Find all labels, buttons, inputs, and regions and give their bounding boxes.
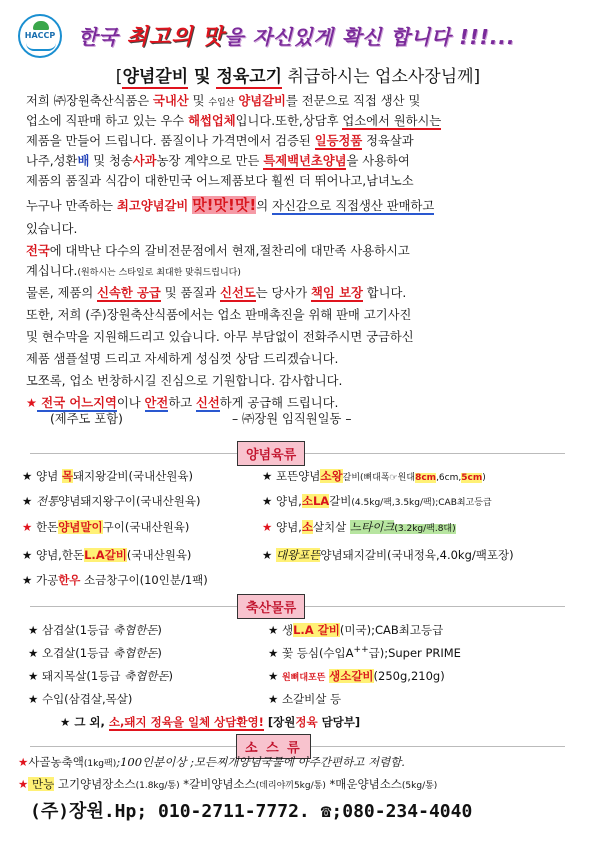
- text: 가공: [32, 573, 59, 587]
- wave-icon: [26, 43, 56, 51]
- star-icon: ★: [18, 777, 29, 791]
- text: 을 사용하여: [346, 154, 410, 168]
- star-icon: ★: [22, 520, 33, 534]
- text: 저희 ㈜장원축산식품은: [26, 94, 154, 108]
- text: (1kg팩): [83, 759, 117, 769]
- body-line: [26, 114, 571, 128]
- list-item: [262, 547, 514, 563]
- text: 8cm: [415, 473, 437, 483]
- list-item: [268, 622, 443, 638]
- text: (4.5kg/팩,3.5kg/팩);CAB최고등급: [351, 498, 492, 508]
- text: (3.2kg/팩.8대): [394, 524, 456, 534]
- text: 양념,: [272, 520, 302, 534]
- text: (5kg/통): [401, 781, 438, 791]
- body-line: [26, 94, 571, 110]
- signature: – ㈜장원 임직원일동 –: [232, 412, 352, 426]
- text: ;100인분이상 ;모든찌개양념국물에 아주간편하고 저렴함.: [116, 755, 405, 769]
- text: 신속한 공급: [97, 286, 161, 300]
- headline-part: 을 자신있게 확신 합니다 !!!...: [224, 25, 516, 49]
- headline-part: 최고의: [126, 25, 194, 50]
- headline-part: 한국: [78, 25, 127, 49]
- star-icon: ★: [28, 623, 39, 637]
- star-icon: ★: [262, 520, 273, 534]
- text: 안전: [144, 396, 169, 410]
- text: (원하시는 스타일로 최대한 맞춰드립니다): [77, 268, 241, 278]
- star-icon: ★: [262, 469, 273, 483]
- star-icon: ★: [28, 669, 39, 683]
- text: 사과: [132, 154, 157, 168]
- text: 꽃 등심(수입A: [278, 646, 354, 660]
- text: 최고양념갈비: [116, 199, 189, 213]
- title-part: 정육고기: [216, 67, 283, 87]
- list-item: [262, 519, 456, 535]
- text: 소,돼지 정육을 일체 상담환영!: [108, 715, 264, 729]
- page-title: [58, 62, 538, 87]
- text: (국내산원육): [126, 548, 192, 562]
- logo-text: HACCP: [24, 31, 56, 40]
- text: 를 전문으로 직접 생산 및: [285, 94, 421, 108]
- text: 포뜬양념: [272, 469, 321, 483]
- text: 하게 공급해 드립니다.: [219, 396, 339, 410]
- list-item: [28, 668, 173, 684]
- list-item: [22, 519, 189, 535]
- text: 갈비: [329, 494, 352, 508]
- text: 누구나 만족하는: [26, 199, 117, 213]
- body-line: [26, 396, 571, 410]
- headline-part: 맛: [193, 25, 225, 50]
- section-title: 양념육류: [237, 441, 305, 466]
- text: 소LA: [301, 494, 330, 508]
- star-icon: ★: [18, 755, 29, 769]
- text: 양념돼지왕구이(국내산원육): [58, 494, 201, 508]
- title-part: 및: [188, 67, 217, 87]
- text: 배: [77, 154, 90, 168]
- text: L.A갈비: [84, 548, 127, 562]
- body-line: 모쪼록, 업소 번창하시길 진심으로 기원합니다. 감사합니다.: [26, 374, 343, 388]
- text: 소갈비살 등: [278, 692, 342, 706]
- list-item: [22, 572, 208, 588]
- haccp-logo: [18, 14, 62, 58]
- list-item: [22, 493, 200, 509]
- text: 및 청송: [89, 154, 133, 168]
- text: 삼겹살(1등급: [38, 623, 113, 637]
- star-icon: ★: [22, 548, 33, 562]
- body-line: 제품의 품질과 식감이 대한민국 어느제품보다 훨씬 더 뛰어나고,남녀노소: [26, 174, 414, 188]
- text: 생: [278, 623, 294, 637]
- text: 의: [256, 199, 272, 213]
- body-line: 및 현수막을 지원해드리고 있습니다. 아무 부담없이 전화주시면 궁금하신: [26, 330, 414, 344]
- star-icon: ★: [22, 469, 33, 483]
- body-line: [26, 244, 571, 258]
- list-item: [268, 668, 445, 684]
- title-part: 양념갈비: [122, 67, 189, 87]
- text: 업소에 직판매 하고 있는 우수: [26, 114, 189, 128]
- text: 돼지왕갈비(국내산원육): [72, 469, 194, 483]
- star-icon: ★: [268, 669, 279, 683]
- text: 수입(삼겹살,목살): [38, 692, 133, 706]
- list-item: [262, 493, 492, 509]
- text: 살치살: [312, 520, 350, 534]
- star-icon: ★: [22, 573, 33, 587]
- star-icon: ★: [28, 692, 39, 706]
- text: 전국 어느지역: [37, 396, 117, 410]
- section-title: 소 스 류: [236, 734, 311, 759]
- text: 양념,한돈: [32, 548, 85, 562]
- text: ,6cm,: [436, 473, 462, 483]
- list-item: [268, 691, 341, 707]
- body-line: [26, 134, 571, 148]
- text: 책임 보장: [311, 286, 363, 300]
- text: 구이(국내산원육): [102, 520, 190, 534]
- text: L.A 갈비: [293, 623, 340, 637]
- text: 이나: [116, 396, 145, 410]
- star-icon: ★: [26, 396, 38, 410]
- text: 물론, 제품의: [26, 286, 98, 300]
- text: 고기양념장소스: [54, 777, 136, 791]
- text: 및: [188, 94, 209, 108]
- text: 양념돼지갈비(국내정육,4.0kg/팩포장): [320, 548, 514, 562]
- text: 계십니다.: [26, 264, 78, 278]
- body-line: [26, 154, 571, 168]
- text: 맛!맛!맛!: [192, 196, 257, 214]
- body-line: [26, 286, 571, 300]
- body-line: (제주도 포함): [50, 412, 123, 426]
- text: 5cm: [461, 473, 483, 483]
- text: 는 당사가: [255, 286, 312, 300]
- text: 및 품질과: [160, 286, 221, 300]
- text: ): [168, 669, 174, 683]
- text: 소왕: [320, 469, 343, 483]
- text: 전국: [26, 244, 50, 258]
- section-title: 축산물류: [237, 594, 305, 619]
- star-icon: ★: [262, 494, 273, 508]
- text: (데리야끼5kg/통): [255, 781, 326, 791]
- text: 소금창구이(10인분/1팩): [80, 573, 208, 587]
- text: 축협한돈: [112, 623, 158, 637]
- star-icon: ★: [262, 548, 273, 562]
- text: 정육살과: [362, 134, 414, 148]
- text: 전통: [32, 494, 59, 508]
- text: 만능: [28, 777, 55, 791]
- text: (미국);CAB최고등급: [339, 623, 444, 637]
- body-line: [26, 264, 571, 280]
- list-item: [22, 547, 191, 563]
- list-item: [28, 691, 132, 707]
- text: 입니다.또한,상담후: [235, 114, 343, 128]
- text: 축협한돈: [112, 646, 158, 660]
- text: 특제백년초양념: [263, 154, 347, 168]
- text: [장원: [263, 715, 296, 729]
- text: (1.8kg/통): [135, 781, 180, 791]
- text: 농장 계약으로 만든: [156, 154, 264, 168]
- title-part: 취급하시는 업소사장님께]: [282, 67, 481, 87]
- text: 업소에서 원하시는: [342, 114, 442, 128]
- list-item: [262, 468, 486, 484]
- list-item: [28, 622, 162, 638]
- text: 자신감으로 직접생산 판매하고: [271, 199, 435, 213]
- text: ): [157, 623, 162, 637]
- text: 한우: [58, 573, 81, 587]
- body-line: [26, 198, 571, 213]
- text: 해썹업체: [188, 114, 236, 128]
- text: 양념말이: [58, 520, 103, 534]
- text: 신선: [195, 396, 220, 410]
- text: 정육: [295, 715, 318, 729]
- text: 나주,성환: [26, 154, 78, 168]
- text: *갈비양념소스: [179, 777, 256, 791]
- body-line: 또한, 저희 (주)장원축산식품에서는 업소 판매촉진을 위해 판매 고기사진: [26, 308, 412, 322]
- list-item: [18, 776, 437, 792]
- text: ++: [353, 645, 369, 656]
- body-line: 있습니다.: [26, 222, 78, 236]
- text: 일등정품: [314, 134, 363, 148]
- text: 제품을 만들어 드립니다. 품질이나 가격면에서 검증된: [26, 134, 315, 148]
- text: 신선도: [220, 286, 256, 300]
- text: 급);Super PRIME: [368, 646, 461, 660]
- text: 목: [61, 469, 73, 483]
- text: (250g,210g): [373, 669, 445, 683]
- text: ): [482, 473, 486, 483]
- text: 축협한돈: [124, 669, 169, 683]
- text: 소: [301, 520, 313, 534]
- text: 합니다.: [362, 286, 407, 300]
- text: 사골농축액: [28, 755, 84, 769]
- text: 하고: [168, 396, 196, 410]
- text: ): [157, 646, 162, 660]
- star-icon: ★: [268, 646, 279, 660]
- text: 양념갈비: [238, 94, 286, 108]
- text: 느타이크: [349, 520, 395, 534]
- headline: [78, 20, 578, 51]
- text: 원뼈대포뜬: [281, 673, 326, 683]
- text: ★ 그 외,: [60, 715, 109, 729]
- leaf-icon: [33, 21, 49, 30]
- star-icon: ★: [22, 494, 33, 508]
- text: 대왕포뜬: [275, 548, 321, 562]
- text: 돼지목살(1등급: [38, 669, 125, 683]
- text: 수입산: [208, 98, 235, 108]
- text: 오겹살(1등급: [38, 646, 113, 660]
- star-icon: ★: [268, 692, 279, 706]
- text: 갈비(뼈대폭☞원대: [342, 473, 416, 483]
- text: 한돈: [32, 520, 59, 534]
- list-item: [28, 645, 162, 661]
- text: 에 대박난 다수의 갈비전문점에서 현재,절찬리에 대만족 사용하시고: [49, 244, 410, 258]
- star-icon: ★: [28, 646, 39, 660]
- list-item: [22, 468, 193, 484]
- text: 생소갈비: [329, 669, 374, 683]
- text: 양념: [32, 469, 62, 483]
- contact-footer: (주)장원.Hp; 010-2711-7772. ☎;080-234-4040: [30, 801, 473, 822]
- body-line: 제품 샘플설명 드리고 자세하게 성심껏 상담 드리겠습니다.: [26, 352, 339, 366]
- list-item: [268, 645, 461, 661]
- text: 양념,: [272, 494, 302, 508]
- star-icon: ★: [268, 623, 279, 637]
- text: *매운양념소스: [325, 777, 402, 791]
- text: 국내산: [153, 94, 189, 108]
- title-part: [: [115, 67, 123, 87]
- text: 담당부]: [317, 715, 361, 729]
- section-note: [60, 714, 360, 730]
- list-item: [18, 754, 405, 770]
